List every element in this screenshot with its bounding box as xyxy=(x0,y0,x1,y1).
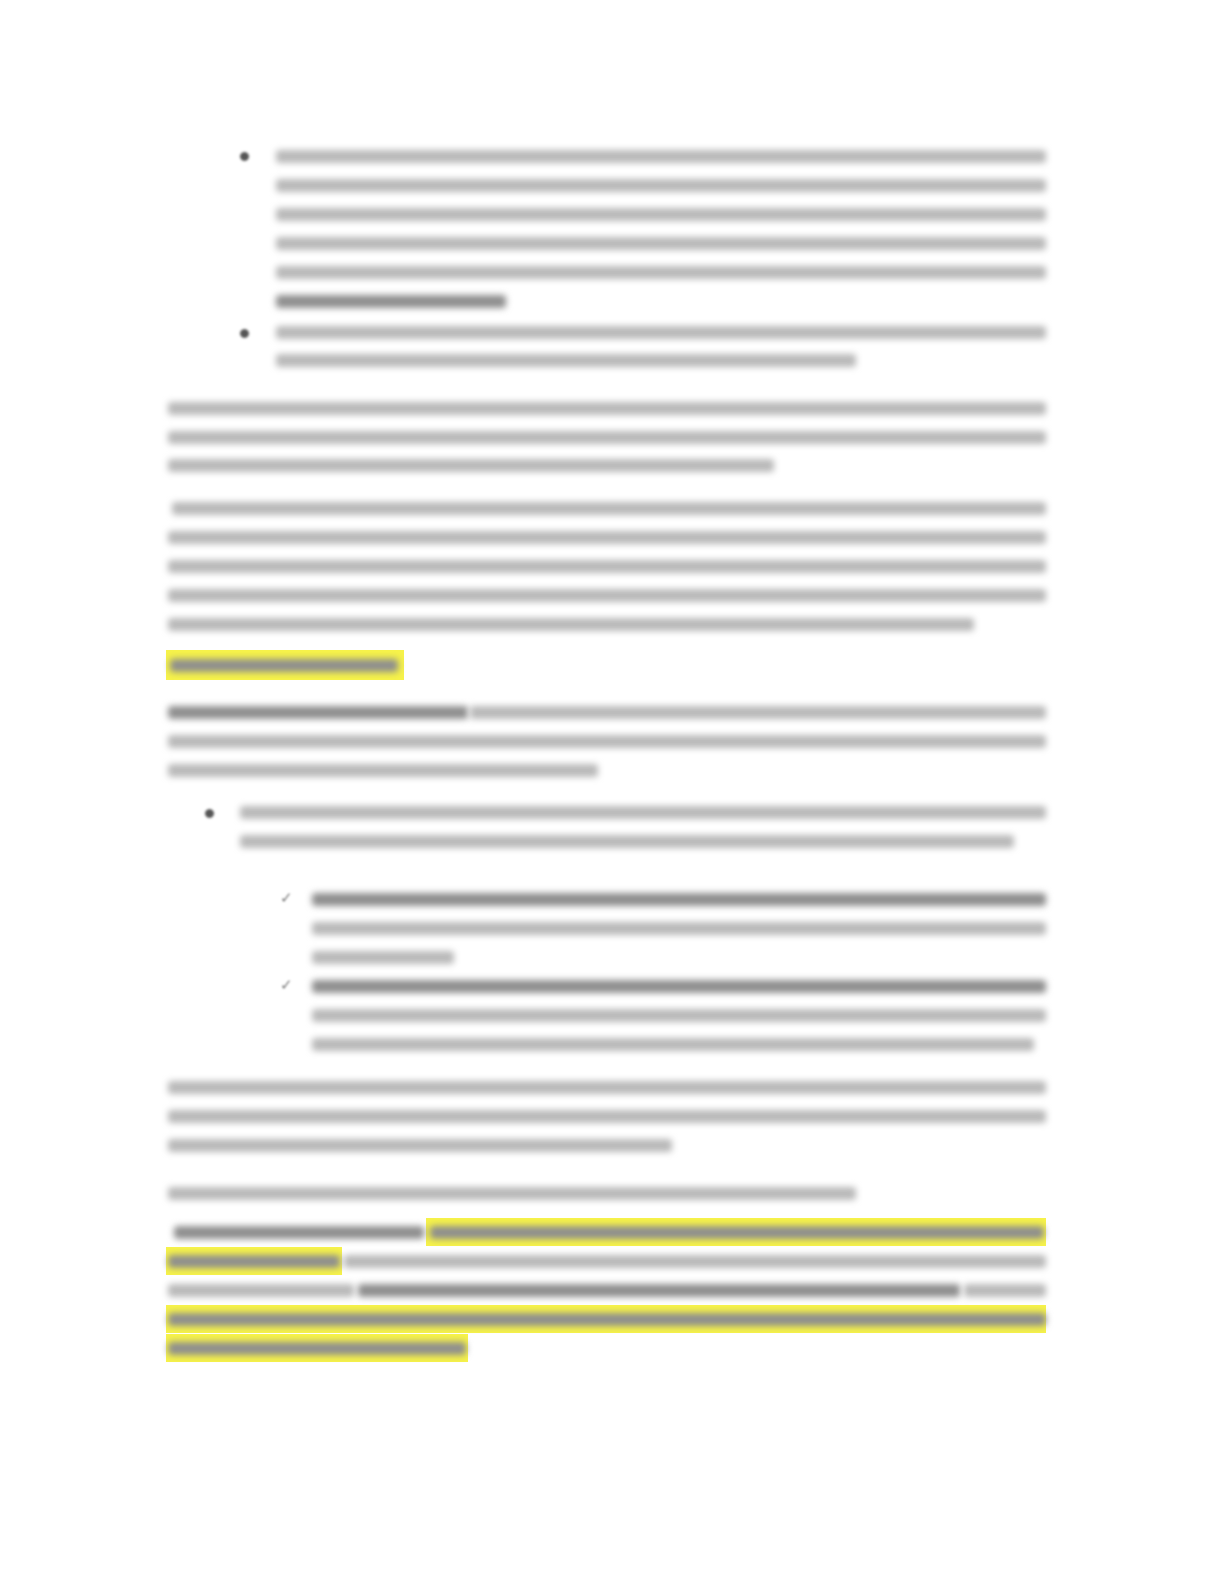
text-line xyxy=(964,1284,1046,1297)
check-mark-icon: ✓ xyxy=(280,889,293,907)
text-line xyxy=(358,1284,960,1297)
text-line xyxy=(168,1342,466,1355)
text-line xyxy=(168,1255,340,1268)
text-line xyxy=(430,1226,1044,1239)
text-line xyxy=(168,1284,354,1297)
text-line xyxy=(344,1255,1046,1268)
check-mark-icon: ✓ xyxy=(280,976,293,994)
text-line xyxy=(174,1226,424,1239)
text-line xyxy=(168,1313,1046,1326)
